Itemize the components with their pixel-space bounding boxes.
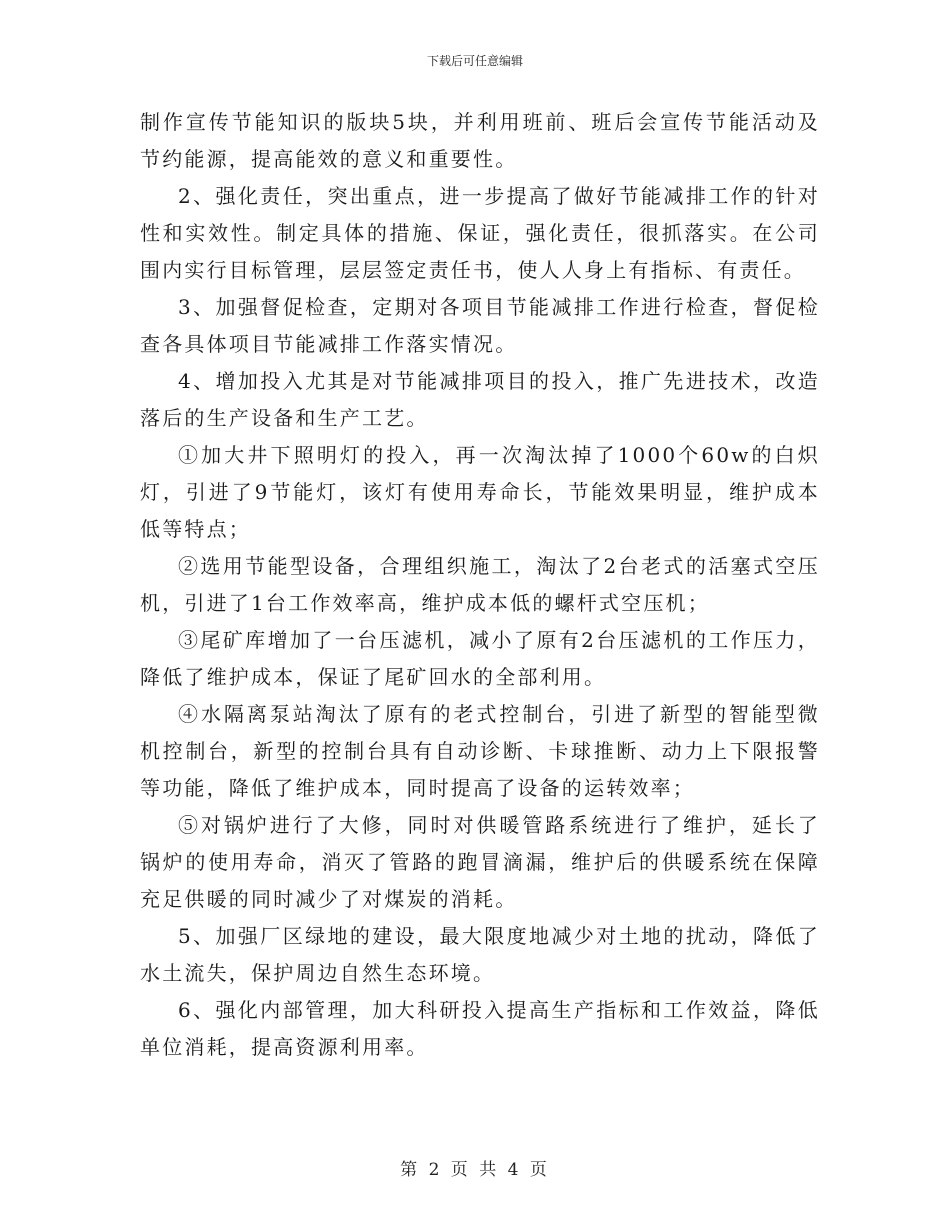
page-header: 下载后可任意编辑 (426, 54, 523, 68)
paragraph-5: ①加大井下照明灯的投入，再一次淘汰掉了1000个60w的白炽灯，引进了9节能灯，该灯有使用寿命长，节能效果明显，维护成本低等特点； (140, 443, 820, 541)
paragraph-1: 制作宣传节能知识的版块5块，并利用班前、班后会宣传节能活动及节约能源，提高能效的意义和重要性。 (140, 110, 820, 171)
paragraph-4: 4、增加投入尤其是对节能减排项目的投入，推广先进技术，改造落后的生产设备和生产工艺。 (140, 369, 820, 430)
page-footer: 第 2 页 共 4 页 (400, 1160, 550, 1180)
paragraph-11: 6、强化内部管理，加大科研投入提高生产指标和工作效益，降低单位消耗，提高资源利用率。 (140, 998, 820, 1059)
paragraph-2: 2、强化责任，突出重点，进一步提高了做好节能减排工作的针对性和实效性。制定具体的措施、保证，强化责任，很抓落实。在公司围内实行目标管理，层层签定责任书，使人人身上有指标、有责任。 (140, 184, 820, 282)
paragraph-3: 3、加强督促检查，定期对各项目节能减排工作进行检查，督促检查各具体项目节能减排工作落实情况。 (140, 295, 820, 356)
paragraph-7: ③尾矿库增加了一台压滤机，减小了原有2台压滤机的工作压力，降低了维护成本，保证了尾矿回水的全部利用。 (140, 628, 820, 689)
paragraph-9: ⑤对锅炉进行了大修，同时对供暖管路系统进行了维护，延长了锅炉的使用寿命，消灭了管路的跑冒滴漏，维护后的供暖系统在保障充足供暖的同时减少了对煤炭的消耗。 (140, 813, 820, 911)
document-body (140, 104, 820, 1066)
paragraph-8: ④水隔离泵站淘汰了原有的老式控制台，引进了新型的智能型微机控制台，新型的控制台具有自动诊断、卡球推断、动力上下限报警等功能，降低了维护成本，同时提高了设备的运转效率； (140, 702, 820, 800)
paragraph-10: 5、加强厂区绿地的建设，最大限度地减少对土地的扰动，降低了水土流失，保护周边自然生态环境。 (140, 924, 820, 985)
paragraph-6: ②选用节能型设备，合理组织施工，淘汰了2台老式的活塞式空压机，引进了1台工作效率高，维护成本低的螺杆式空压机； (140, 554, 820, 615)
